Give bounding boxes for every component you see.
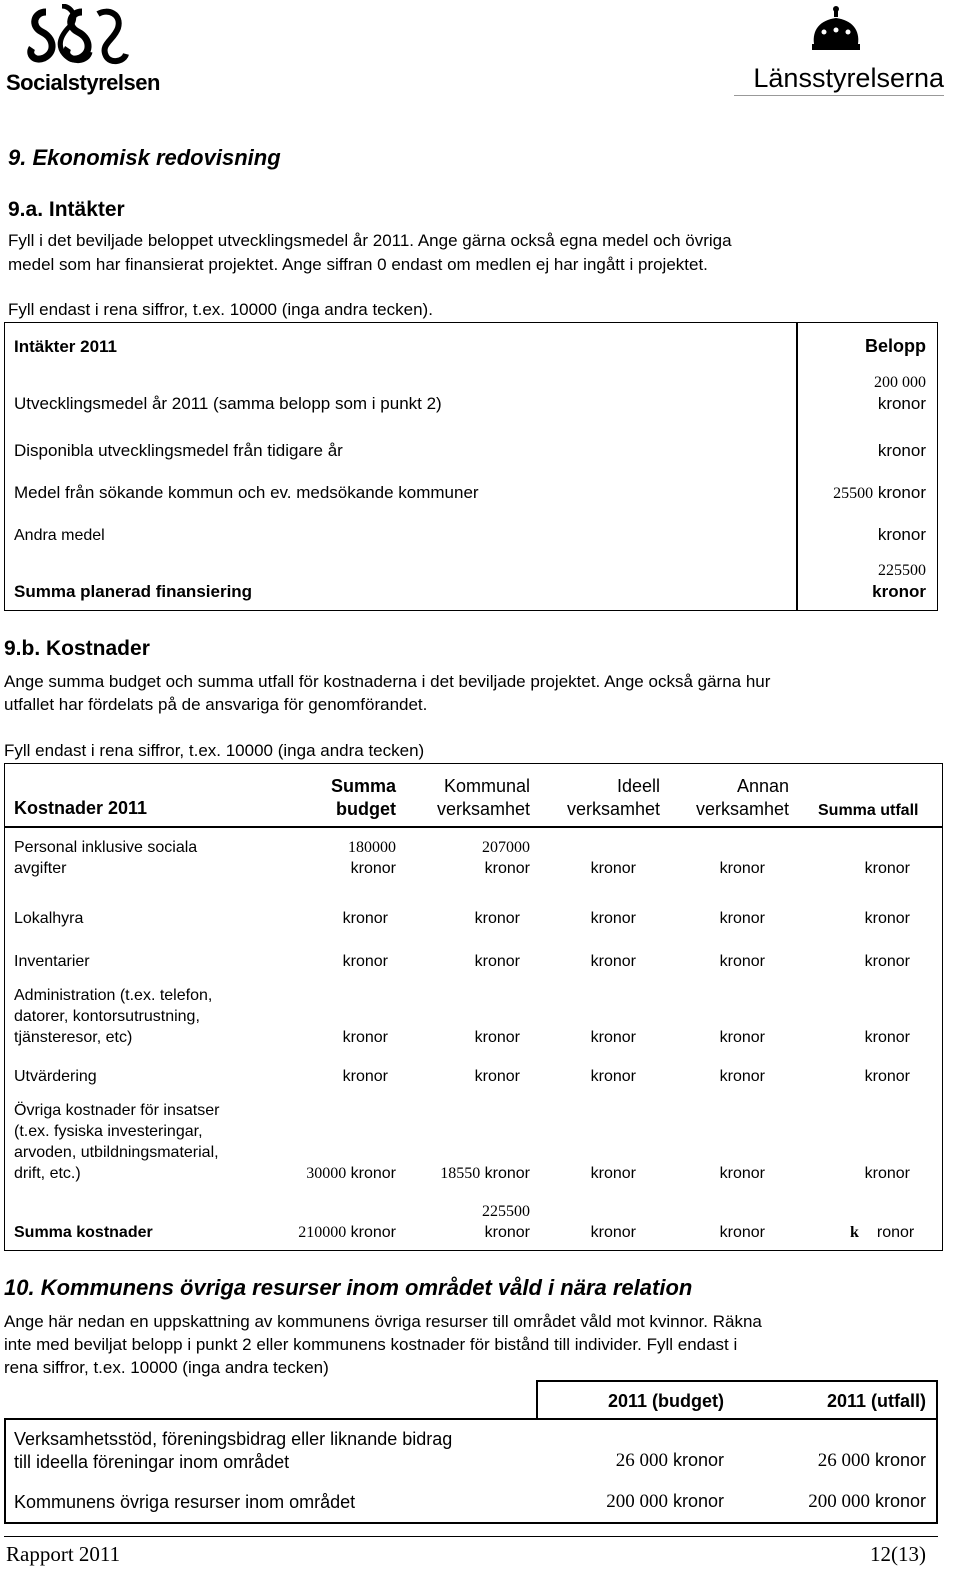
cost-annan-unit[interactable]: kronor — [719, 1029, 765, 1046]
footer-page-number: 12(13) — [870, 1542, 926, 1566]
cost-row-label-line: Personal inklusive sociala — [14, 839, 198, 856]
resources-budget-amount[interactable] — [540, 1450, 724, 1471]
cost-header-ideell — [540, 775, 660, 821]
cost-row-label — [14, 1100, 219, 1184]
cost-budget-unit[interactable]: kronor — [342, 953, 388, 970]
income-row-unit: kronor — [877, 394, 926, 413]
socialstyrelsen-wordmark: Socialstyrelsen — [6, 70, 160, 95]
cost-unit: kronor — [484, 1165, 530, 1182]
cost-row-label: Utvärdering — [14, 1068, 97, 1085]
cost-budget-value: 30000 — [306, 1165, 347, 1182]
resources-unit: kronor — [874, 1491, 926, 1511]
cost-header-kommunal-line-2: verksamhet — [436, 799, 530, 819]
income-row-amount[interactable] — [800, 482, 926, 504]
resources-table-right — [936, 1380, 938, 1524]
cost-row-label-line: Övriga kostnader för insatser — [14, 1102, 220, 1119]
cost-header-kommunal-line-1: Kommunal — [443, 776, 530, 796]
cost-kommunal-unit[interactable]: kronor — [474, 1029, 520, 1046]
income-header-amount: Belopp — [865, 336, 926, 356]
logo-divider — [734, 95, 944, 96]
cost-header-utfall: Summa utfall — [818, 802, 919, 819]
cost-unit: kronor — [484, 860, 530, 877]
income-row-label: Utvecklingsmedel år 2011 (samma belopp som i punkt 2) — [14, 394, 442, 413]
cost-header-label: Kostnader 2011 — [14, 798, 148, 818]
cost-kommunal-unit[interactable]: kronor — [474, 1068, 520, 1085]
resources-utfall-amount[interactable] — [740, 1450, 926, 1471]
section-10-intro-line-2: inte med beviljat belopp i punkt 2 eller kommunens kostnader för bistånd till individer. Fyll endast i — [4, 1335, 738, 1354]
cost-total-utfall-k: k — [850, 1224, 859, 1241]
cost-header-annan-line-1: Annan — [736, 776, 789, 796]
resources-row-label-line: Verksamhetsstöd, föreningsbidrag eller liknande bidrag — [14, 1429, 453, 1449]
section-9a-instruction: Fyll endast i rena siffror, t.ex. 10000 (inga andra tecken). — [8, 300, 433, 319]
cost-utfall-unit[interactable]: kronor — [864, 1068, 910, 1085]
cost-ideell-unit[interactable]: kronor — [590, 1029, 636, 1046]
resources-table-top — [536, 1380, 936, 1382]
cost-kommunal-value: 18550 — [440, 1165, 481, 1182]
cost-row-label-line: tjänsteresor, etc) — [14, 1029, 133, 1046]
resources-budget-value: 200 000 — [606, 1491, 668, 1512]
income-header-label: Intäkter 2011 — [14, 337, 118, 356]
cost-utfall-unit[interactable]: kronor — [864, 953, 910, 970]
cost-header-annan — [668, 775, 789, 821]
cost-ideell-unit[interactable]: kronor — [590, 953, 636, 970]
cost-header-ideell-line-2: verksamhet — [566, 799, 660, 819]
socialstyrelsen-logo — [6, 4, 160, 96]
cost-total-utfall[interactable] — [850, 1222, 914, 1243]
cost-total-kommunal-value[interactable]: 225500 — [482, 1203, 530, 1220]
cost-kommunal-unit[interactable]: kronor — [474, 910, 520, 927]
cost-kommunal-amount[interactable] — [400, 1163, 530, 1184]
section-9b-title: 9.b. Kostnader — [4, 637, 150, 660]
cost-row-label-line: (t.ex. fysiska investeringar, — [14, 1123, 203, 1140]
resources-header-budget: 2011 (budget) — [607, 1391, 724, 1411]
income-row-value[interactable]: 200 000 — [874, 374, 926, 391]
cost-budget-unit[interactable]: kronor — [342, 910, 388, 927]
cost-budget-unit[interactable]: kronor — [342, 1068, 388, 1085]
cost-row-label-line: arvoden, utbildningsmaterial, — [14, 1144, 219, 1161]
cost-ideell-unit[interactable]: kronor — [590, 910, 636, 927]
lansstyrelserna-wordmark: Länsstyrelserna — [753, 63, 944, 93]
cost-row-label-line: drift, etc.) — [14, 1165, 81, 1182]
cost-row-label-line: datorer, kontorsutrustning, — [14, 1008, 200, 1025]
resources-row-label-line: till ideella föreningar inom området — [14, 1452, 290, 1472]
section-9-title: 9. Ekonomisk redovisning — [8, 145, 281, 170]
cost-annan-unit[interactable]: kronor — [719, 1224, 765, 1241]
resources-unit: kronor — [672, 1491, 724, 1511]
cost-header-budget-line-1: Summa — [330, 776, 396, 796]
resources-unit: kronor — [874, 1450, 926, 1470]
cost-utfall-unit[interactable]: kronor — [864, 860, 910, 877]
income-row-unit: kronor — [877, 483, 926, 502]
cost-header-kommunal — [410, 775, 530, 821]
cost-total-budget-value: 210000 — [298, 1224, 347, 1241]
cost-annan-unit[interactable]: kronor — [719, 1165, 765, 1182]
cost-annan-unit[interactable]: kronor — [719, 1068, 765, 1085]
resources-unit: kronor — [672, 1450, 724, 1470]
cost-header-annan-line-2: verksamhet — [695, 799, 789, 819]
resources-table-bottom — [4, 1522, 938, 1524]
cost-total-budget[interactable] — [270, 1222, 396, 1243]
cost-unit: kronor — [350, 1224, 396, 1241]
cost-annan-unit[interactable]: kronor — [719, 910, 765, 927]
cost-budget-value[interactable]: 180000 — [348, 839, 396, 856]
resources-row-label: Kommunens övriga resurser inom området — [14, 1492, 356, 1512]
income-total-unit: kronor — [872, 582, 926, 601]
resources-table-header-divider — [4, 1418, 938, 1420]
resources-utfall-value: 26 000 — [817, 1450, 870, 1471]
income-row-label: Disponibla utvecklingsmedel från tidigare år — [14, 441, 343, 460]
cost-ideell-unit[interactable]: kronor — [590, 1165, 636, 1182]
cost-header-budget-line-2: budget — [336, 799, 396, 819]
cost-row-label-line: avgifter — [14, 860, 67, 877]
cost-row-label-line: Administration (t.ex. telefon, — [14, 987, 213, 1004]
income-total-label: Summa planerad finansiering — [14, 582, 253, 601]
cost-total-utfall-rest: ronor — [876, 1224, 915, 1241]
section-9a-intro-line-2: medel som har finansierat projektet. Ange siffran 0 endast om medlen ej har ingått i projektet. — [8, 255, 708, 274]
income-row-label: Medel från sökande kommun och ev. medsökande kommuner — [14, 483, 479, 502]
income-table — [4, 322, 938, 611]
cost-budget-unit[interactable]: kronor — [342, 1029, 388, 1046]
resources-budget-value: 26 000 — [615, 1450, 668, 1471]
income-row-value: 25500 — [833, 485, 874, 502]
income-row-unit: kronor — [877, 525, 926, 544]
lansstyrelserna-logo — [734, 4, 944, 96]
resources-table-left — [4, 1418, 6, 1524]
income-total-value[interactable]: 225500 — [878, 562, 926, 579]
resources-utfall-value: 200 000 — [808, 1491, 870, 1512]
cost-budget-amount[interactable] — [270, 1163, 396, 1184]
income-table-divider — [796, 322, 798, 611]
cost-total-label: Summa kostnader — [14, 1224, 153, 1241]
cost-kommunal-value[interactable]: 207000 — [482, 839, 530, 856]
section-10-intro-line-3: rena siffror, t.ex. 10000 (inga andra tecken) — [4, 1358, 329, 1377]
resources-table-left-top — [536, 1380, 538, 1418]
resources-utfall-amount[interactable] — [740, 1491, 926, 1512]
cost-header-budget — [300, 775, 396, 821]
socialstyrelsen-emblem-icon — [26, 4, 136, 68]
cost-ideell-unit[interactable]: kronor — [590, 1224, 636, 1241]
cost-unit: kronor — [350, 1165, 396, 1182]
resources-budget-amount[interactable] — [540, 1491, 724, 1512]
section-9b-instruction: Fyll endast i rena siffror, t.ex. 10000 (inga andra tecken) — [4, 741, 425, 760]
cost-ideell-unit[interactable]: kronor — [590, 1068, 636, 1085]
cost-row-label — [14, 837, 197, 879]
resources-header-utfall: 2011 (utfall) — [826, 1391, 926, 1411]
section-10-title: 10. Kommunens övriga resurser inom området våld i nära relation — [4, 1275, 693, 1300]
income-row-label: Andra medel — [14, 527, 105, 544]
cost-utfall-unit[interactable]: kronor — [864, 910, 910, 927]
section-9b-intro-line-2: utfallet har fördelats på de ansvariga för genomförandet. — [4, 695, 428, 714]
cost-ideell-unit[interactable]: kronor — [590, 860, 636, 877]
cost-header-ideell-line-1: Ideell — [616, 776, 660, 796]
cost-unit: kronor — [484, 1224, 530, 1241]
footer-report-label: Rapport 2011 — [6, 1542, 121, 1566]
cost-row-label: Lokalhyra — [14, 910, 84, 927]
cost-unit: kronor — [350, 860, 396, 877]
resources-row-label — [14, 1428, 452, 1474]
cost-row-label: Inventarier — [14, 953, 90, 970]
cost-annan-unit[interactable]: kronor — [719, 860, 765, 877]
cost-kommunal-unit[interactable]: kronor — [474, 953, 520, 970]
section-9b-intro-line-1: Ange summa budget och summa utfall för kostnaderna i det beviljade projektet. Ange också gärna hur — [4, 672, 771, 691]
section-10-intro-line-1: Ange här nedan en uppskattning av kommunens övriga resurser till området våld mot kvinnor. Räkna — [4, 1312, 762, 1331]
footer-divider — [4, 1536, 938, 1537]
cost-utfall-unit[interactable]: kronor — [864, 1165, 910, 1182]
cost-row-label — [14, 985, 212, 1048]
section-9a-title: 9.a. Intäkter — [8, 198, 125, 221]
income-row-unit: kronor — [877, 441, 926, 460]
section-9a-intro-line-1: Fyll i det beviljade beloppet utvecklingsmedel år 2011. Ange gärna också egna medel och övriga — [8, 231, 732, 250]
crown-icon — [806, 4, 866, 54]
cost-table-header-divider — [4, 826, 943, 828]
cost-utfall-unit[interactable]: kronor — [864, 1029, 910, 1046]
cost-annan-unit[interactable]: kronor — [719, 953, 765, 970]
